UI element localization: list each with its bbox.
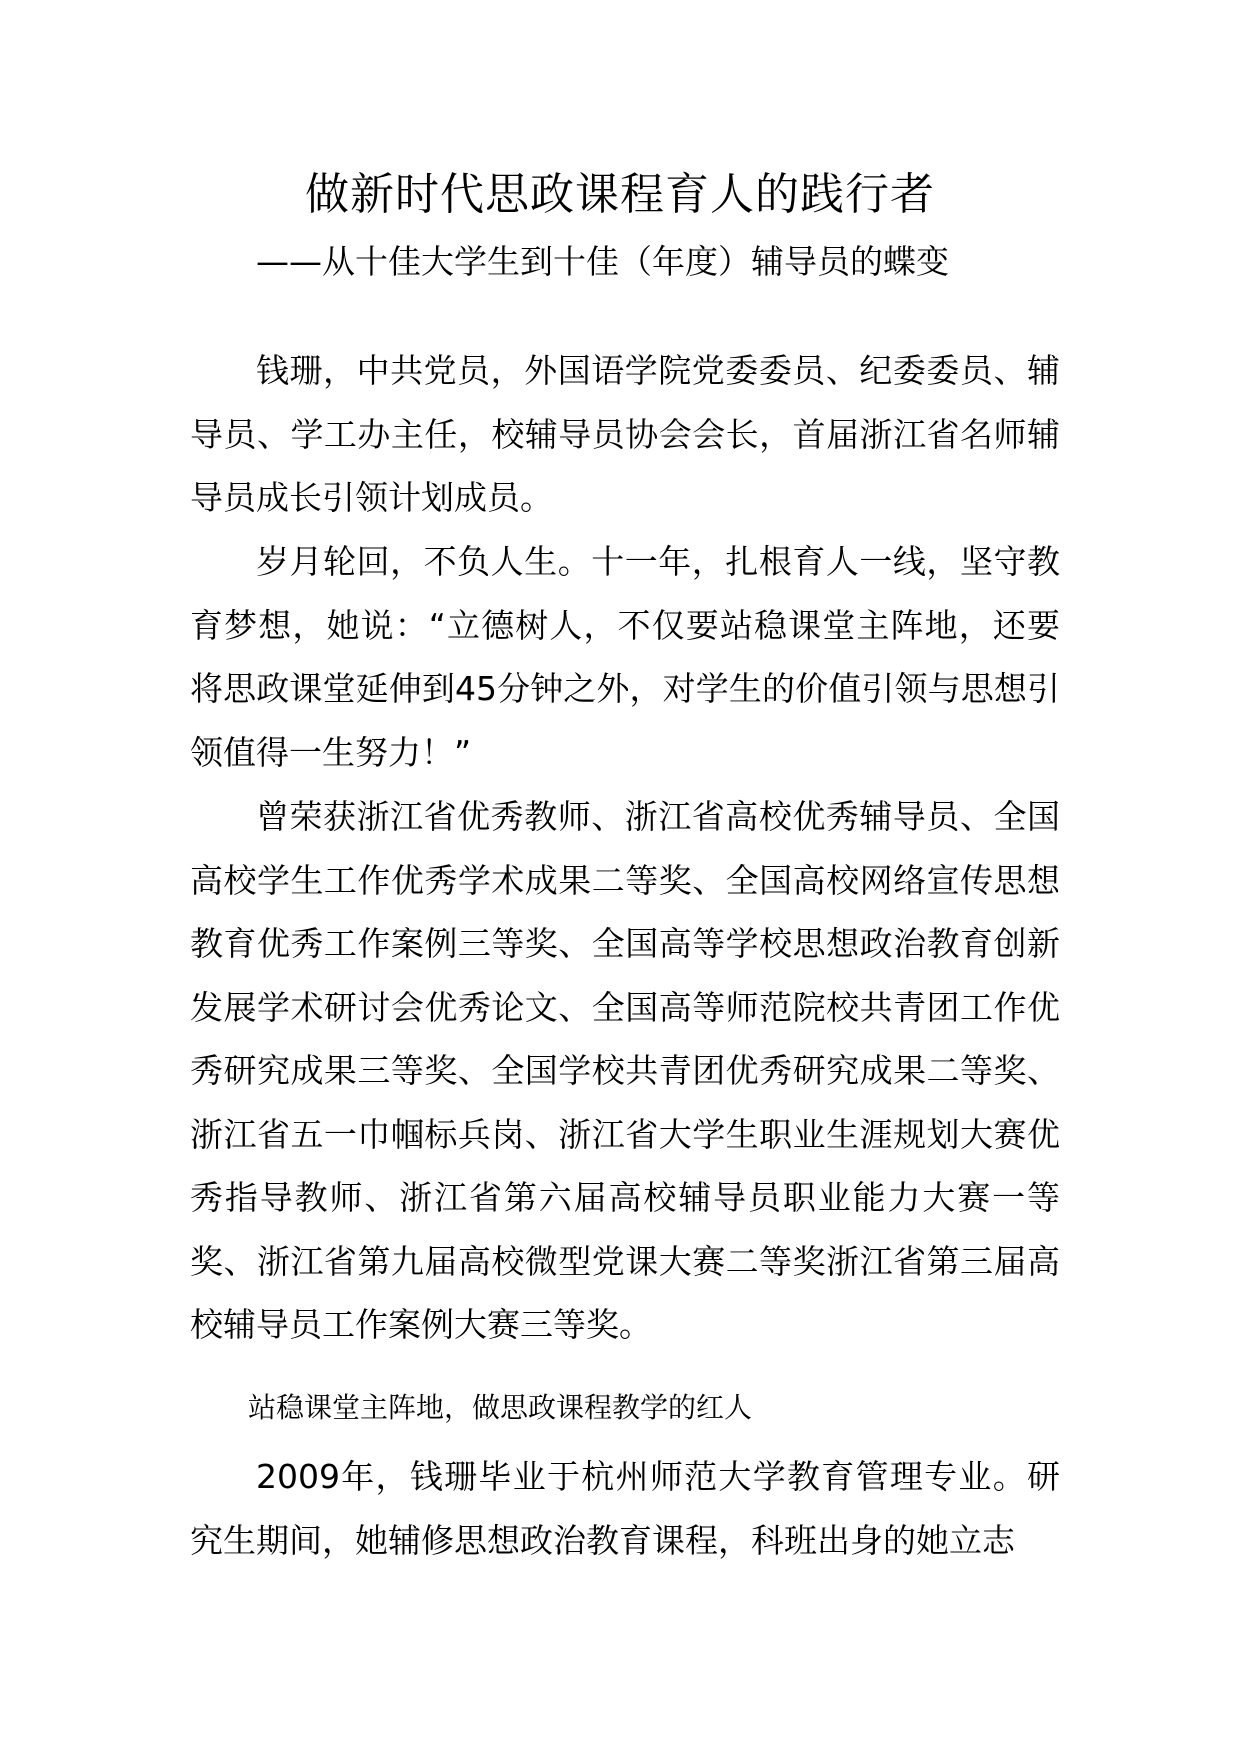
section-heading: 站稳课堂主阵地，做思政课程教学的红人 <box>248 1391 753 1424</box>
body-paragraph-education: 2009年，钱珊毕业于杭州师范大学教育管理专业。研究生期间，她辅修思想政治教育课程，科班出身的她立志 <box>190 1457 1060 1560</box>
document-title: 做新时代思政课程育人的践行者 <box>305 169 935 220</box>
body-paragraph-quote: 岁月轮回，不负人生。十一年，扎根育人一线，坚守教育梦想，她说：“立德树人，不仅要站稳课堂主阵地，还要将思政课堂延伸到45分钟之外，对学生的价值引领与思想引领值得一生努力！” <box>190 542 1060 772</box>
body-paragraph-awards: 曾荣获浙江省优秀教师、浙江省高校优秀辅导员、全国高校学生工作优秀学术成果二等奖、全国高校网络宣传思想教育优秀工作案例三等奖、全国高等学校思想政治教育创新发展学术研讨会优秀论文、全国高等师范院校共青团工作优秀研究成果三等奖、全国学校共青团优秀研究成果二等奖、浙江省五一巾帼标兵岗、浙江省大学生职业生涯规划大赛优秀指导教师、浙江省第六届高校辅导员职业能力大赛一等奖、浙江省第九届高校微型党课大赛二等奖浙江省第三届高校辅导员工作案例大赛三等奖。 <box>190 797 1060 1344</box>
document-subtitle: ——从十佳大学生到十佳（年度）辅导员的蝶变 <box>256 242 949 281</box>
body-paragraph-profile: 钱珊，中共党员，外国语学院党委委员、纪委委员、辅导员、学工办主任，校辅导员协会会长，首届浙江省名师辅导员成长引领计划成员。 <box>190 351 1060 517</box>
